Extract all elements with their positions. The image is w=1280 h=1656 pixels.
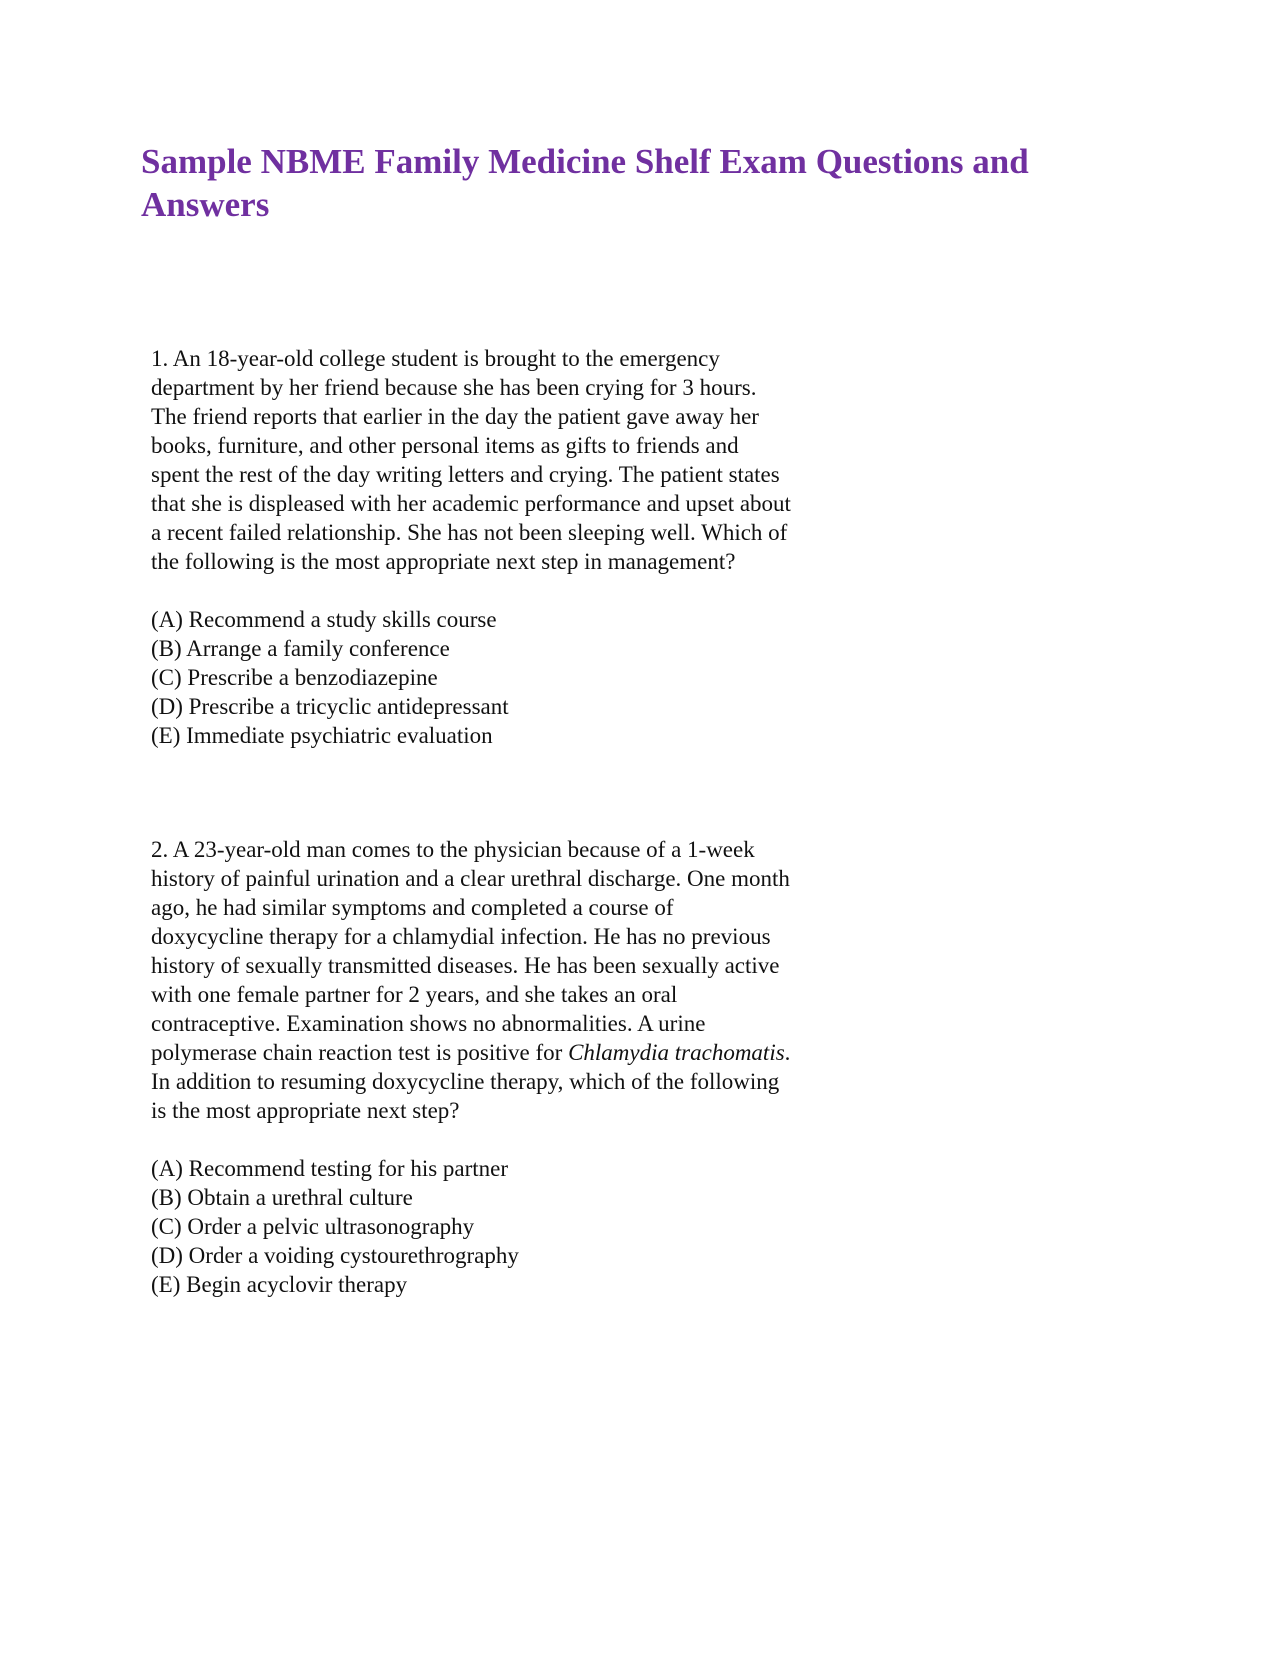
question-1-option-e: (E) Immediate psychiatric evaluation [151, 723, 493, 748]
question-1 [151, 344, 791, 750]
question-1-option-a: (A) Recommend a study skills course [151, 607, 497, 632]
question-2-stem-part2: . In addition to resuming doxycycline therapy, which of the following is the most appropriate next step? [151, 1040, 791, 1123]
question-2-option-e: (E) Begin acyclovir therapy [151, 1272, 408, 1297]
question-2-option-c: (C) Order a pelvic ultrasonography [151, 1214, 475, 1239]
question-2 [151, 835, 791, 1299]
question-2-stem-part1: 2. A 23-year-old man comes to the physician because of a 1-week history of painful urination and a clear urethral discharge. One month ago, he had similar symptoms and completed a course of doxycycline therapy for a chlamydial infection. He has no previous history of sexually transmitted diseases. He has been sexually active with one female partner for 2 years, and she takes an oral contraceptive. Examination shows no abnormalities. A urine polymerase chain reaction test is positive for [151, 837, 790, 1065]
question-2-options [151, 1154, 791, 1299]
question-2-option-a: (A) Recommend testing for his partner [151, 1156, 509, 1181]
document-title: Sample NBME Family Medicine Shelf Exam Questions and Answers [141, 142, 1029, 224]
question-2-stem-organism: Chlamydia trachomatis [568, 1040, 785, 1065]
question-1-option-b: (B) Arrange a family conference [151, 636, 450, 661]
question-1-option-d: (D) Prescribe a tricyclic antidepressant [151, 694, 509, 719]
question-1-options [151, 605, 791, 750]
question-2-stem [151, 835, 791, 1125]
question-1-option-c: (C) Prescribe a benzodiazepine [151, 665, 438, 690]
question-2-option-b: (B) Obtain a urethral culture [151, 1185, 413, 1210]
question-2-option-d: (D) Order a voiding cystourethrography [151, 1243, 519, 1268]
question-1-stem: 1. An 18-year-old college student is brought to the emergency department by her friend because she has been crying for 3 hours. The friend reports that earlier in the day the patient gave away her books, furniture, and other personal items as gifts to friends and spent the rest of the day writing letters and crying. The patient states that she is displeased with her academic performance and upset about a recent failed relationship. She has not been sleeping well. Which of the following is the most appropriate next step in management? [151, 346, 791, 574]
